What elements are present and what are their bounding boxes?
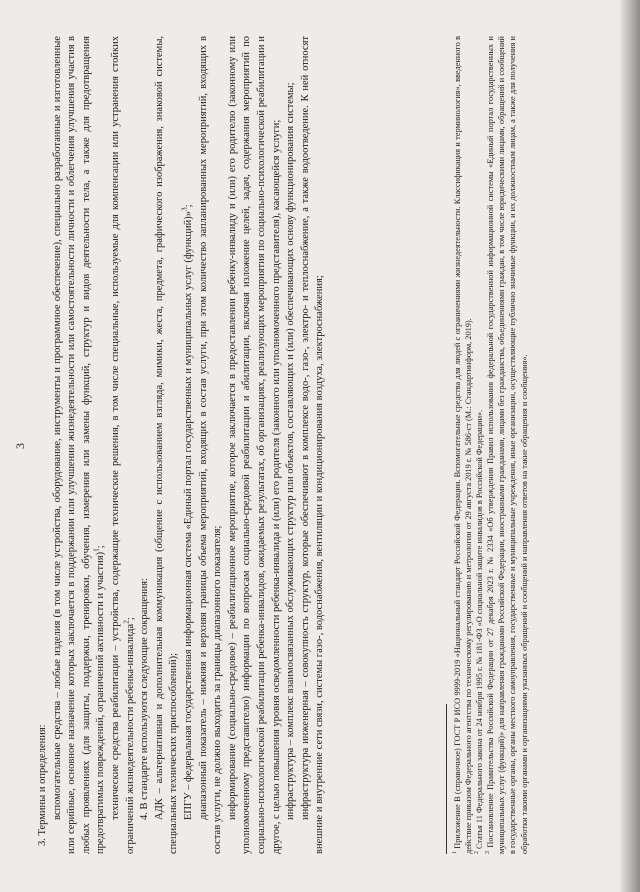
footnote-divider bbox=[446, 704, 447, 854]
footnote-ref-3: 3 bbox=[179, 207, 189, 212]
footnote-2: $^2$ Статья 11 Федерального закона от 24 ноября 1995 г. № 181-ФЗ «О социальной защите инвалидов в Российской Федерации». bbox=[474, 409, 485, 854]
footnote-3: $^3$ Постановление Правительства Российской Федерации от 27 декабря 2023 г. № 2334 «Об утверждении Правил использования федеральной государственной информационной системы «Единый портал государственных и муниципальных услуг (функций)» для направления гражданами Российской Федерации, иностранными гражданами, лицами без гражданства, объединениями граждан, в том числе юридическими лицами, обращений и сообщений в государственные органы, органы местного самоуправления, государственные и муниципальные учреждения, иные организации, осуществляющие публично значимые функции, и их должностным лицам, а также для получения и обработки такими органами и организациями указанных обращений и сообщений и направления ответов на такие обращения и сообщения». bbox=[485, 36, 529, 854]
page-number: 3 bbox=[13, 443, 27, 449]
body-text bbox=[36, 36, 328, 854]
footnotes bbox=[452, 36, 530, 854]
footnote-ref-2: 2 bbox=[121, 620, 131, 624]
abbreviations-intro: 4. В стандарте используются следующие сокращения: bbox=[139, 577, 151, 820]
section-heading: 3. Термины и определения: bbox=[37, 724, 48, 846]
abbreviation-epgu: ЕПГУ – федеральная государственная информационная система «Единый портал государственных и муниципальных услуг (функций)»$^3$; bbox=[179, 204, 194, 820]
abbreviation-adk: АДК – альтернативная и дополнительная коммуникация (общение с использованием взгляда, мимики, жеста, предмета, графического изображения, знаковой системы, специальных технических приспособлений); bbox=[153, 36, 180, 854]
definition-rehab-devices: технические средства реабилитации – устройства, содержащие технические решения, в том числе специальные, используемые для компенсации или устранения стойких ограничений жизнедеятельности ребенка-инвалида$^2$; bbox=[109, 36, 136, 854]
definition-range-indicator: диапазонный показатель – нижняя и верхняя границы объема мероприятий, входящих в состав услуги, при этом количество запланированных мероприятий, входящих в состав услуги, не должно выходить за границы диапазонного показателя; bbox=[197, 36, 224, 854]
definition-informing: информирование (социально-средовое) – реабилитационное мероприятие, которое заключается в предоставлении ребенку-инвалиду и (или) его родителю (законному или уполномоченному представителю) информации по вопросам социально-средовой реабилитации и абилитации, включая изложение целей, задач, содержания мероприятий по социально-психологической реабилитации ребенка-инвалидов, ожидаемых результатах, об организациях, реализующих мероприятия по социально-психологической реабилитации и другое, с целью повышения уровня осведомленности ребенка-инвалида и (или) его родителя (законного или уполномоченного представителя), касающейся услуги; bbox=[226, 36, 282, 854]
definition-engineering-infrastructure: инфраструктура инженерная – совокупность структур, которые обеспечивают в комплексе водо-, газо-, электро- и теплоснабжение, а также водоотведение. К ней относят внешние и внутренние сети связи, системы газо-, водоснабжения, вентиляции и кондиционирования воздуха, электроснабжения; bbox=[299, 36, 326, 854]
footnote-1: $^1$ Приложение В (справочное) ГОСТ Р ИСО 9999-2019 «Национальный стандарт Российской Федерации. Вспомогательные средства для людей с ограничениями жизнедеятельности. Классификация и терминология», введенного в действие приказом Федерального агентства по техническому регулированию и метрологии от 29 августа 2019 г. № 586-ст (М.: Стандартинформ, 2019). bbox=[452, 35, 474, 854]
footnote-ref-1: 1 bbox=[91, 548, 101, 552]
definition-assistive-devices: вспомогательные средства – любые изделия (в том числе устройства, оборудование, инструменты и программное обеспечение), специально разработанные и изготовленные или серийные, основное назначение которых заключается в поддержании или улучшении жизнедеятельности или самостоятельности личности и облегчения улучшения участия в любых проявлениях (для защиты, поддержки, тренировки, обучения, измерения или замены функций, структур и видов деятельности тела, а также для предотвращения предотвратимых повреждений, ограничений активности и участия)$^1$; bbox=[51, 36, 107, 854]
definition-infrastructure: инфраструктура – комплекс взаимосвязанных обслуживающих структур или объектов, составляющих и (или) обеспечивающих основу функционирования системы; bbox=[285, 82, 297, 820]
